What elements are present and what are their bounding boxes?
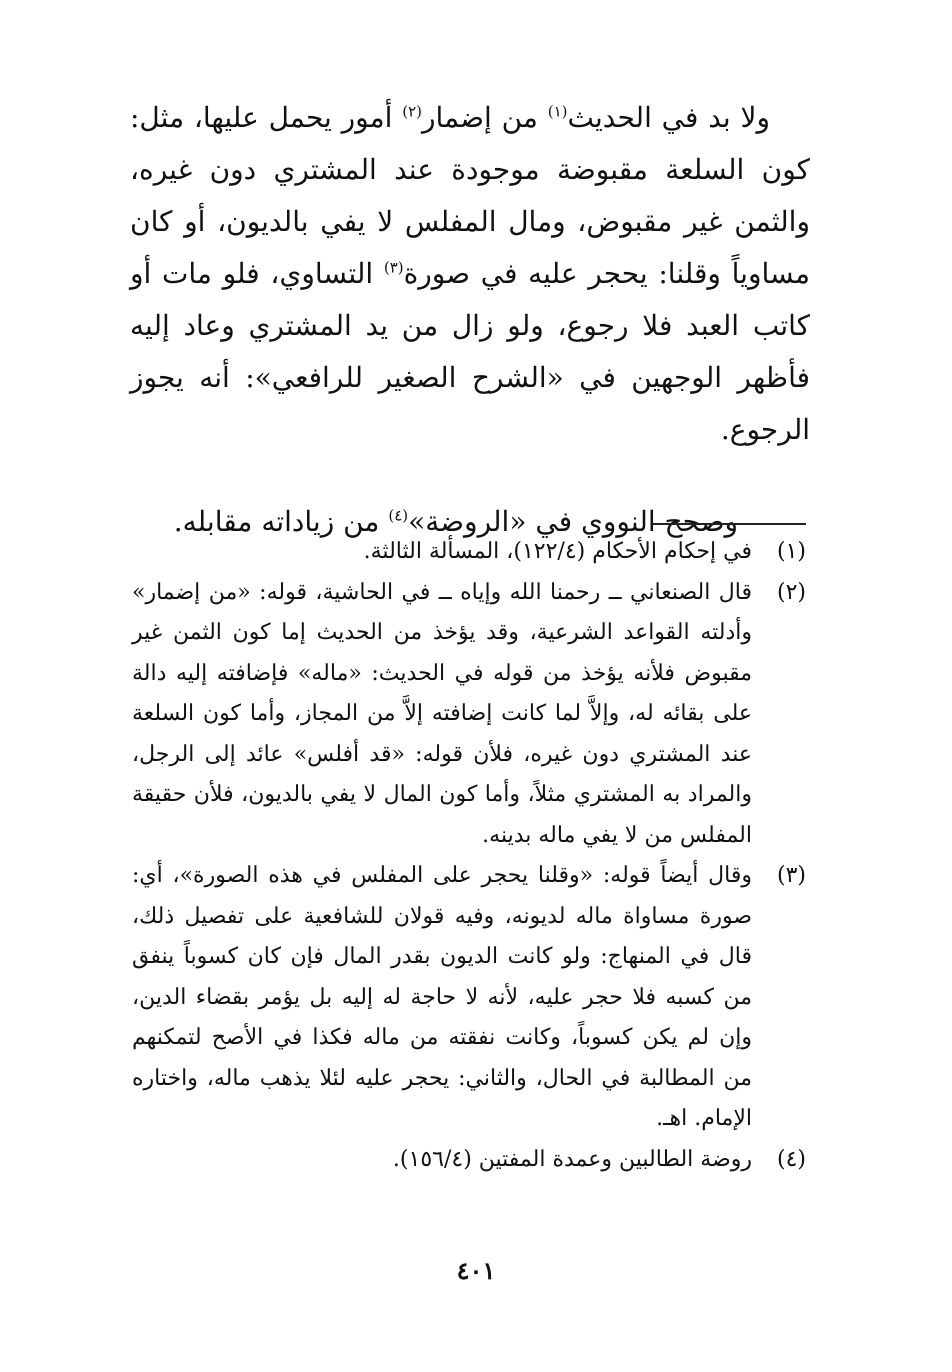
footnote-number: (٣) bbox=[776, 863, 806, 888]
main-text bbox=[130, 92, 810, 548]
text-segment: من زياداته مقابله. bbox=[173, 505, 389, 538]
footnote-text: قال الصنعاني ــ رحمنا الله وإياه ــ في الحاشية، قوله: «من إضمار» وأدلته القواعد الشرعية، وقد يؤخذ من الحديث إما كون الثمن غير مقبوض فلأنه يؤخذ من قوله في الحديث: «ماله» فإضافته إليه دالة على بقائه له، وإلاَّ لما كانت إضافته إلاَّ من المجاز، وأما كون السلعة عند المشتري دون غيره، فلأن قوله: «قد أفلس» عائد إلى الرجل، والمراد به المشتري مثلاً، وأما كون المال لا يفي بالديون، فلأن حقيقة المفلس من لا يفي ماله بدينه. bbox=[132, 579, 752, 848]
text-segment: من إضمار bbox=[422, 101, 548, 134]
page-number: ٤٠١ bbox=[456, 1256, 496, 1285]
footnote-number: (١) bbox=[776, 539, 806, 564]
footnote-text: روضة الطالبين وعمدة المفتين (١٥٦/٤). bbox=[392, 1146, 752, 1172]
main-paragraph-1 bbox=[130, 92, 810, 456]
text-segment: أمور يحمل عليها، مثل: كون السلعة مقبوضة موجودة عند المشتري دون غيره، والثمن غير مقبوض، ومال المفلس لا يفي بالديون، أو كان مساوياً وقلنا: يحجر عليه في صورة bbox=[130, 101, 810, 290]
footnote-1 bbox=[132, 532, 806, 573]
footnote-ref-3[interactable]: (٣) bbox=[383, 258, 404, 277]
footnote-number: (٤) bbox=[776, 1146, 806, 1172]
footnote-ref-4[interactable]: (٤) bbox=[388, 506, 409, 525]
footnote-text: في إحكام الأحكام (١٢٢/٤)، المسألة الثالثة. bbox=[363, 539, 752, 564]
footnote-ref-1[interactable]: (١) bbox=[547, 102, 568, 121]
footnote-4 bbox=[132, 1140, 806, 1181]
footnote-separator bbox=[652, 523, 806, 525]
footnote-2 bbox=[132, 573, 806, 857]
text-segment: التساوي، فلو مات أو كاتب العبد فلا رجوع، ولو زال من يد المشتري وعاد إليه فأظهر الوجهين في «الشرح الصغير للرافعي»: أنه يجوز الرجوع. bbox=[130, 257, 810, 446]
text-segment: وصحح النووي في «الروضة» bbox=[408, 505, 738, 538]
footnote-3 bbox=[132, 856, 806, 1140]
footnote-number: (٢) bbox=[776, 579, 806, 605]
text-segment: ولا بد في الحديث bbox=[567, 101, 770, 134]
footnote-text: وقال أيضاً قوله: «وقلنا يحجر على المفلس في هذه الصورة»، أي: صورة مساواة ماله لديونه، وفيه قولان للشافعية على تفصيل ذلك، قال في المنهاج: ولو كانت الديون بقدر المال فإن كان كسوباً ينفق من كسبه فلا حجر عليه، لأنه لا حاجة له إليه بل يؤمر بقضاء الدين، وإن لم يكن كسوباً، وكانت نفقته من ماله فكذا في الأصح لتمكنهم من المطالبة في الحال، والثاني: يحجر عليه لئلا يذهب ماله، واختاره الإمام. اهـ. bbox=[132, 863, 752, 1131]
footnotes bbox=[132, 532, 806, 1180]
footnote-ref-2[interactable]: (٢) bbox=[402, 102, 422, 121]
